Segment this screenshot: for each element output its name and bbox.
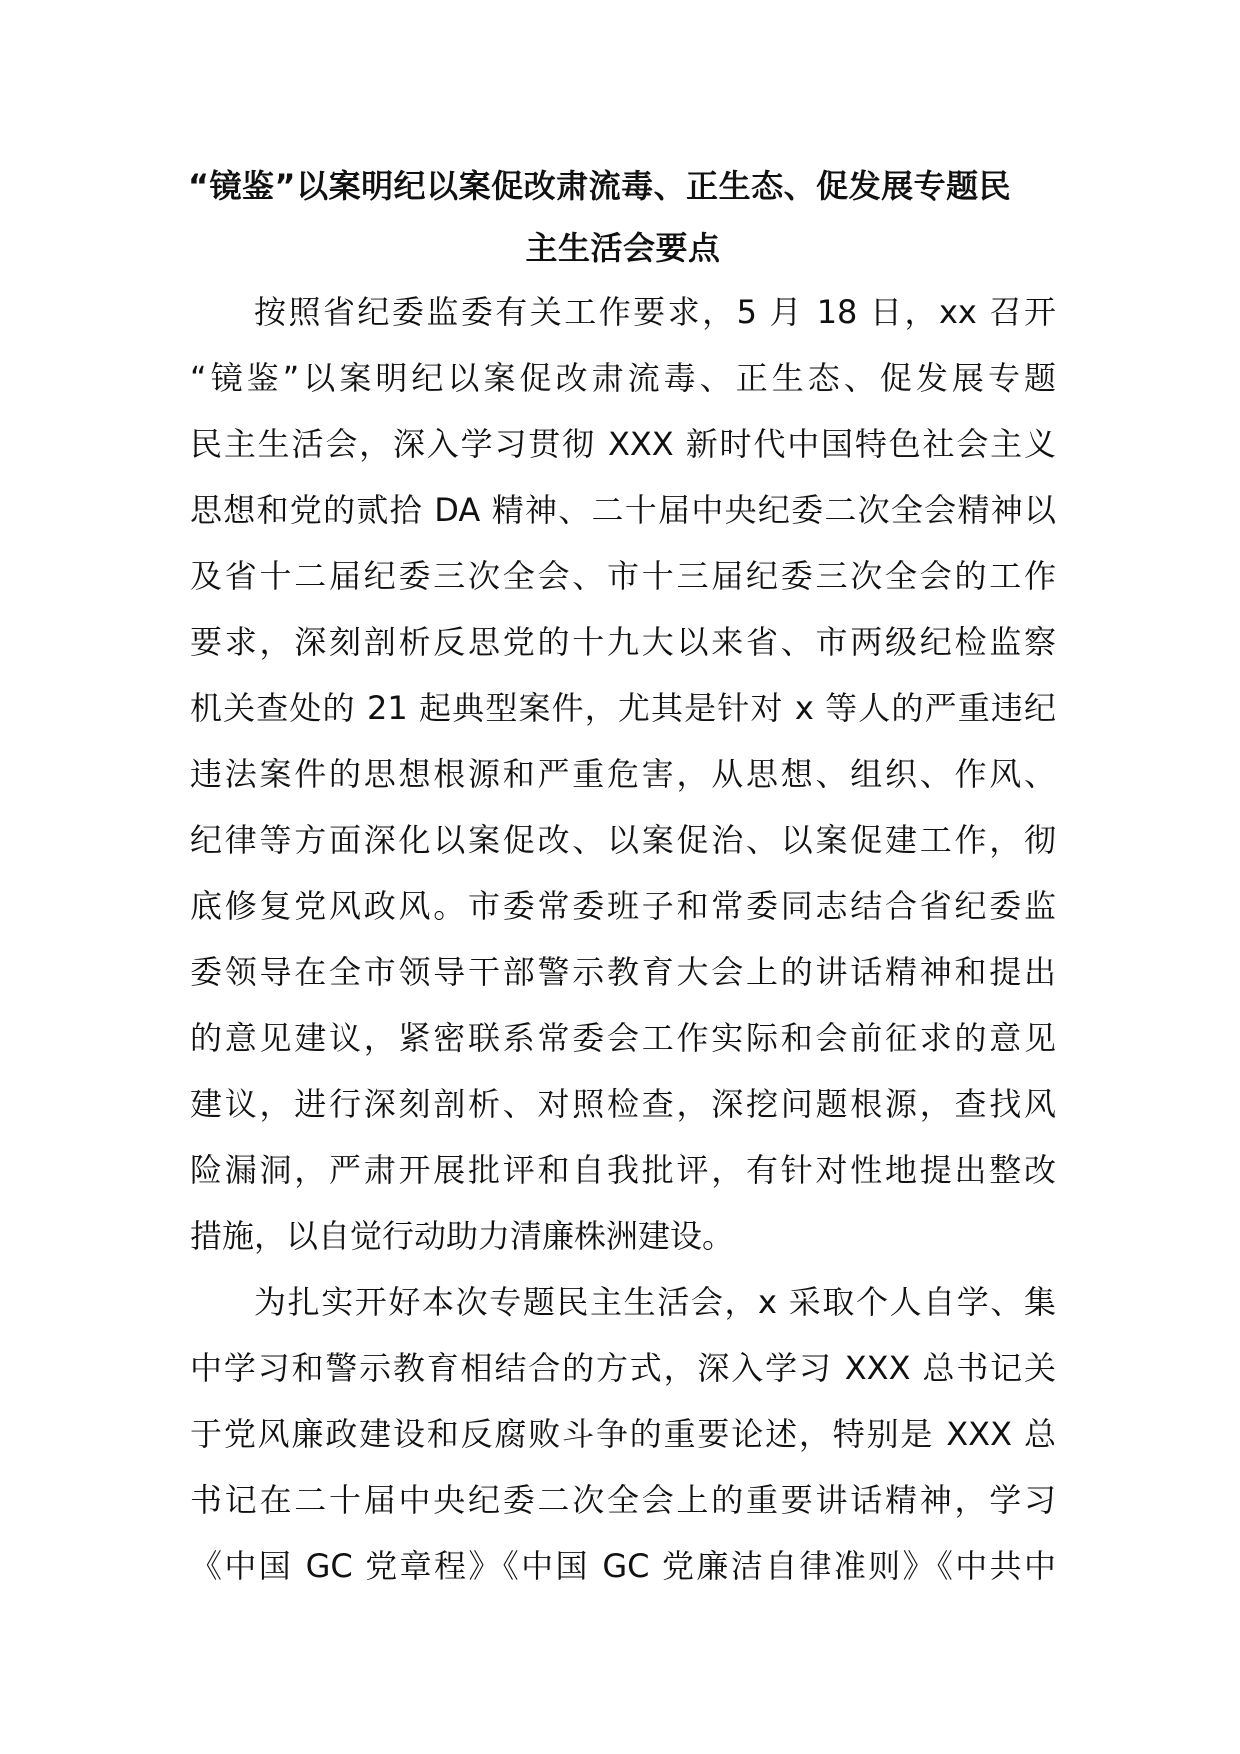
paragraph-line: 及省十二届纪委三次全会、市十三届纪委三次全会的工作 bbox=[190, 557, 1056, 595]
paragraph-line: 委领导在全市领导干部警示教育大会上的讲话精神和提出 bbox=[190, 953, 1056, 991]
document-title bbox=[190, 155, 1056, 279]
title-line: “镜鉴”以案明纪以案促改肃流毒、正生态、促发展专题民 bbox=[188, 167, 1012, 205]
paragraph-2 bbox=[190, 1269, 1056, 1599]
paragraph-line: 底修复党风政风。市委常委班子和常委同志结合省纪委监 bbox=[190, 887, 1056, 925]
paragraph-line: 民主生活会，深入学习贯彻 XXX 新时代中国特色社会主义 bbox=[190, 425, 1056, 463]
paragraph-line: 为扎实开好本次专题民主生活会，x 采取个人自学、集 bbox=[254, 1283, 1056, 1321]
paragraph-line: 的意见建议，紧密联系常委会工作实际和会前征求的意见 bbox=[190, 1019, 1056, 1057]
paragraph-line: 书记在二十届中央纪委二次全会上的重要讲话精神，学习 bbox=[190, 1481, 1056, 1519]
paragraph-line: 中学习和警示教育相结合的方式，深入学习 XXX 总书记关 bbox=[190, 1349, 1056, 1387]
paragraph-line: 《中国 GC 党章程》《中国 GC 党廉洁自律准则》《中共中 bbox=[190, 1547, 1056, 1585]
paragraph-line: 纪律等方面深化以案促改、以案促治、以案促建工作，彻 bbox=[190, 821, 1056, 859]
paragraph-line: 于党风廉政建设和反腐败斗争的重要论述，特别是 XXX 总 bbox=[190, 1415, 1056, 1453]
title-line: 主生活会要点 bbox=[525, 229, 721, 267]
paragraph-line: 思想和党的贰拾 DA 精神、二十届中央纪委二次全会精神以 bbox=[190, 491, 1056, 529]
paragraph-line: 措施，以自觉行动助力清廉株洲建设。 bbox=[190, 1217, 735, 1255]
paragraph-line: 建议，进行深刻剖析、对照检查，深挖问题根源，查找风 bbox=[190, 1085, 1056, 1123]
paragraph-line: “镜鉴”以案明纪以案促改肃流毒、正生态、促发展专题 bbox=[190, 359, 1056, 397]
paragraph-line: 险漏洞，严肃开展批评和自我批评，有针对性地提出整改 bbox=[190, 1151, 1056, 1189]
paragraph-line: 机关查处的 21 起典型案件，尤其是针对 x 等人的严重违纪 bbox=[190, 689, 1056, 727]
paragraph-line: 按照省纪委监委有关工作要求，5 月 18 日，xx 召开 bbox=[254, 293, 1056, 331]
paragraph-line: 违法案件的思想根源和严重危害，从思想、组织、作风、 bbox=[190, 755, 1056, 793]
paragraph-1 bbox=[190, 279, 1056, 1269]
paragraph-line: 要求，深刻剖析反思党的十九大以来省、市两级纪检监察 bbox=[190, 623, 1056, 661]
document-page bbox=[190, 155, 1056, 1599]
